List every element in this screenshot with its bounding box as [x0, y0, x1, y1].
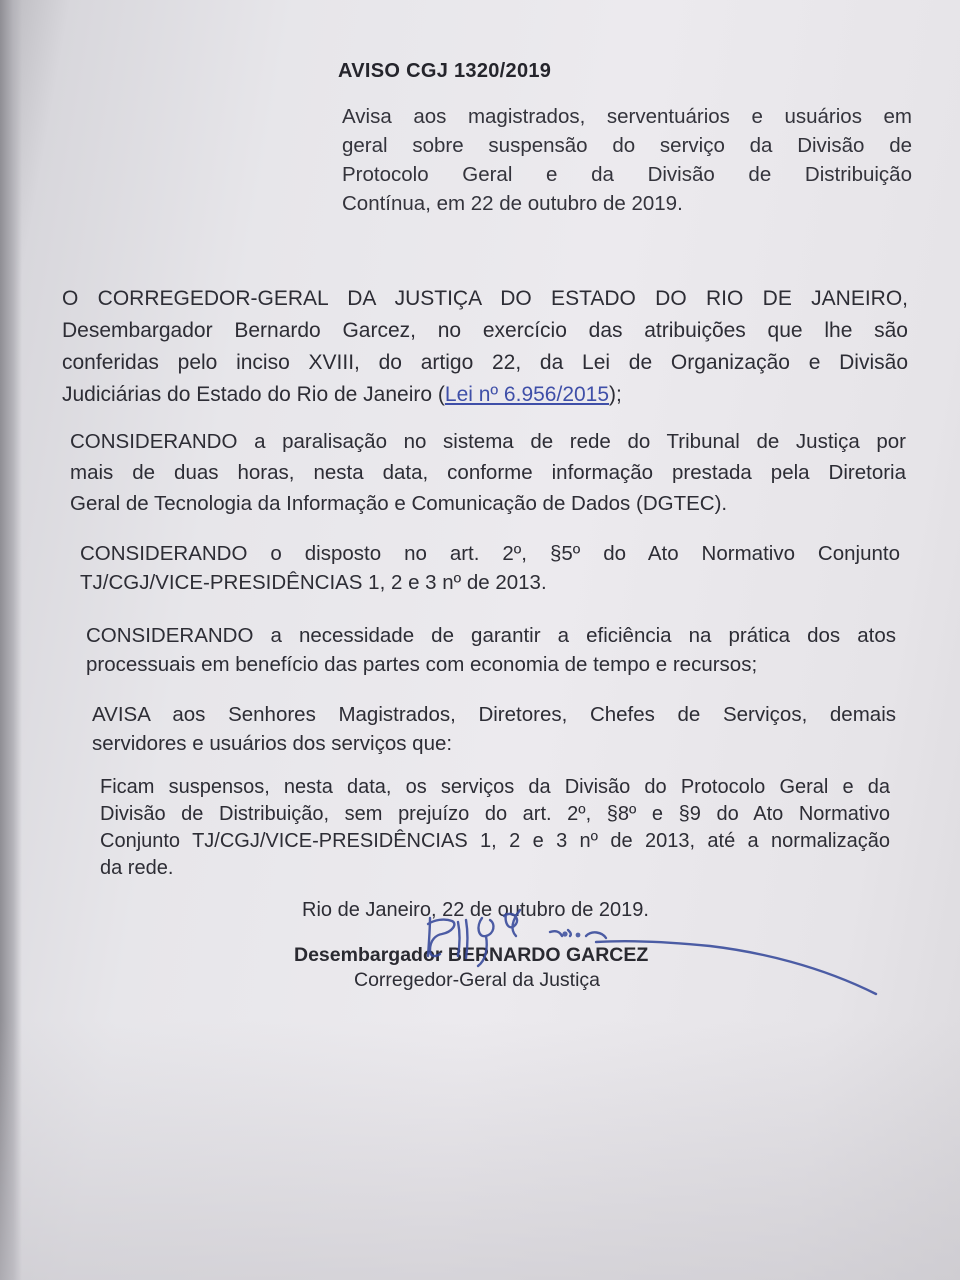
handwritten-signature: [400, 880, 890, 1010]
paragraph-preamble: [62, 283, 908, 411]
preamble-last-line: [62, 379, 908, 411]
paragraph-line: Geral de Tecnologia da Informação e Comunicação de Dados (DGTEC).: [70, 492, 728, 515]
paragraph-line: AVISA aos Senhores Magistrados, Diretores, Chefes de Serviços, demais: [92, 703, 896, 726]
place-and-date: Rio de Janeiro, 22 de outubro de 2019.: [302, 899, 649, 921]
paragraph-line: CONSIDERANDO a necessidade de garantir a eficiência na prática dos atos: [86, 624, 896, 647]
paragraph-decision: [100, 774, 890, 882]
summary-line: geral sobre suspensão do serviço da Divisão de: [342, 134, 912, 157]
preamble-text-before-link: Judiciárias do Estado do Rio de Janeiro (: [62, 383, 445, 406]
paragraph-considerando-2: [80, 539, 900, 597]
signer-name: Desembargador BERNARDO GARCEZ: [294, 944, 649, 966]
law-link[interactable]: Lei nº 6.956/2015: [444, 383, 610, 406]
paragraph-line: processuais em benefício das partes com economia de tempo e recursos;: [86, 653, 758, 676]
paragraph-line: da rede.: [100, 857, 174, 879]
paragraph-considerando-3: [86, 621, 896, 679]
preamble-line: O CORREGEDOR-GERAL DA JUSTIÇA DO ESTADO DO RIO DE JANEIRO,: [62, 287, 908, 310]
paragraph-line: TJ/CGJ/VICE-PRESIDÊNCIAS 1, 2 e 3 nº de 2013.: [80, 571, 547, 594]
paragraph-avisa: [92, 700, 896, 758]
paragraph-line: Ficam suspensos, nesta data, os serviços da Divisão do Protocolo Geral e da: [100, 776, 890, 798]
paragraph-line: mais de duas horas, nesta data, conforme informação prestada pela Diretoria: [70, 461, 906, 484]
preamble-text-after-link: );: [609, 383, 622, 406]
paragraph-line: CONSIDERANDO a paralisação no sistema de rede do Tribunal de Justiça por: [70, 430, 906, 453]
page-bottom-shade: [0, 1020, 960, 1280]
notice-title: AVISO CGJ 1320/2019: [338, 60, 552, 82]
paragraph-considerando-1: [70, 426, 906, 519]
signer-role: Corregedor-Geral da Justiça: [354, 969, 601, 991]
paragraph-line: servidores e usuários dos serviços que:: [92, 732, 453, 755]
paragraph-line: Divisão de Distribuição, sem prejuízo do art. 2º, §8º e §9 do Ato Normativo: [100, 803, 890, 825]
paragraph-line: CONSIDERANDO o disposto no art. 2º, §5º do Ato Normativo Conjunto: [80, 542, 900, 565]
summary-line: Contínua, em 22 de outubro de 2019.: [342, 192, 683, 215]
preamble-line: Desembargador Bernardo Garcez, no exercício das atribuições que lhe são: [62, 319, 908, 342]
summary-line: Protocolo Geral e da Divisão de Distribuição: [342, 163, 912, 186]
paragraph-line: Conjunto TJ/CGJ/VICE-PRESIDÊNCIAS 1, 2 e 3 nº de 2013, até a normalização: [100, 830, 890, 852]
summary-line: Avisa aos magistrados, serventuários e usuários em: [342, 105, 912, 128]
preamble-line: conferidas pelo inciso XVIII, do artigo 22, da Lei de Organização e Divisão: [62, 351, 908, 374]
notice-summary: [342, 102, 912, 218]
